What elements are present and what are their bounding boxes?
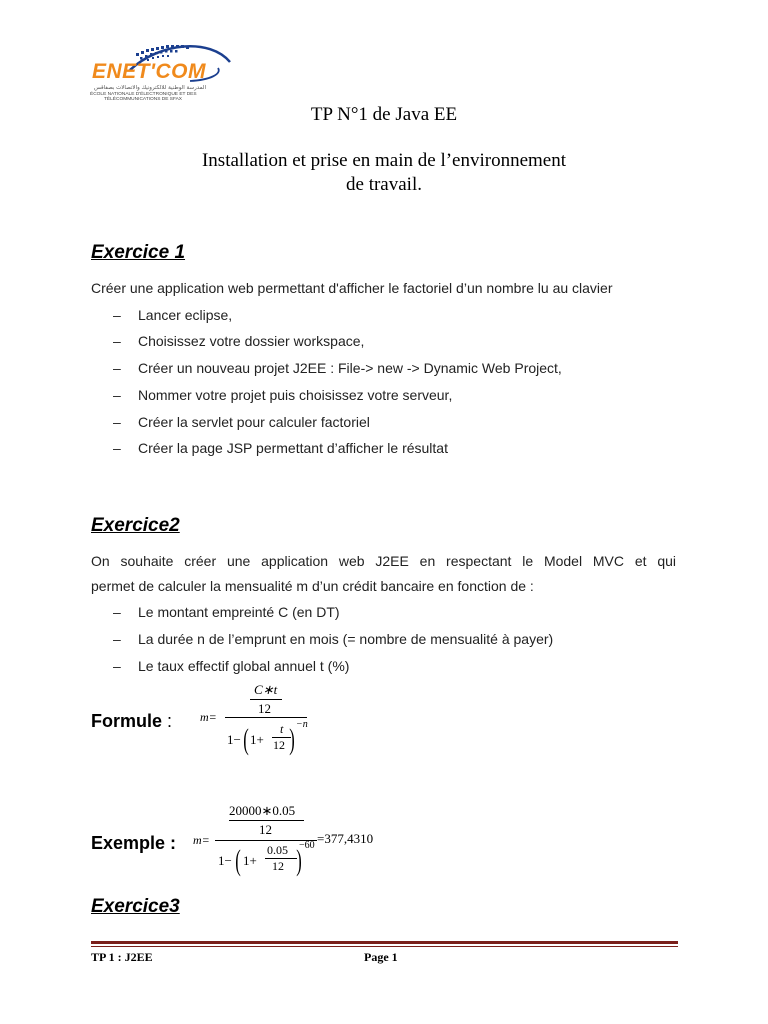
exemple-right-paren: )	[296, 844, 302, 877]
list-item	[113, 658, 349, 674]
exemple-label: Exemple :	[91, 833, 177, 853]
formule-exponent: −n	[296, 719, 308, 730]
formule-right-paren: )	[289, 723, 295, 756]
formule-label-text: Formule	[91, 711, 163, 731]
list-dash: –	[113, 658, 121, 674]
exemple-equation	[193, 803, 403, 883]
exemple-den-t: 0.05	[267, 843, 288, 857]
enetcom-logo	[90, 40, 235, 105]
exercice2-intro-line-1: On souhaite créer une application web J2EE en respectant le Model MVC et qui	[91, 553, 676, 569]
formule-label	[91, 711, 172, 732]
exemple-lhs: m=	[193, 833, 210, 847]
exercice1-intro: Créer une application web permettant d'afficher le factoriel d’un nombre lu au clavier	[91, 280, 613, 296]
logo-subtitle-2: TÉLÉCOMMUNICATIONS DE SFAX	[104, 97, 183, 102]
exemple-num-top: 20000∗0.05	[229, 803, 296, 818]
list-dash: –	[113, 631, 121, 647]
footer-rule-thick	[91, 941, 678, 944]
list-item	[113, 440, 448, 456]
list-dash: –	[113, 333, 121, 349]
exercice3-heading: Exercice3	[91, 896, 180, 917]
formule-num-top: C∗t	[254, 682, 278, 697]
exemple-result: =377,4310	[317, 831, 374, 846]
list-item	[113, 414, 370, 430]
footer-page-number: Page 1	[364, 950, 398, 964]
formule-equation	[200, 682, 320, 762]
doc-title: TP N°1 de Java EE	[310, 104, 458, 125]
exercice1-heading: Exercice 1	[91, 242, 186, 263]
list-item	[113, 604, 340, 620]
formule-main-fraction-bar	[225, 717, 307, 718]
list-item-text: Créer la servlet pour calculer factoriel	[138, 414, 370, 430]
formule-den-one: 1−	[227, 732, 241, 747]
doc-subtitle-line-2: de travail.	[346, 174, 422, 195]
formule-inner-fraction-bar	[250, 699, 282, 700]
exercice2-heading: Exercice2	[91, 515, 180, 536]
list-item-text: Créer un nouveau projet J2EE : File-> new -> Dynamic Web Project,	[138, 360, 562, 376]
list-dash: –	[113, 414, 121, 430]
formule-left-paren: (	[243, 723, 249, 756]
list-item	[113, 631, 553, 647]
footer-left-text: TP 1 : J2EE	[91, 950, 153, 964]
list-item	[113, 387, 452, 403]
list-item-text: Créer la page JSP permettant d’afficher le résultat	[138, 440, 448, 456]
logo-arabic-text: المدرسة الوطنية للالكترونيك والاتصالات بصفاقس	[93, 85, 206, 91]
exemple-den-one: 1−	[218, 853, 232, 868]
list-item	[113, 307, 232, 323]
list-dash: –	[113, 360, 121, 376]
exercice2-intro-line-2: permet de calculer la mensualité m d’un crédit bancaire en fonction de :	[91, 578, 534, 594]
doc-subtitle-line-1: Installation et prise en main de l’environnement	[201, 150, 567, 171]
exemple-den-inner-one: 1+	[243, 853, 257, 868]
formule-den-inner-one: 1+	[250, 732, 264, 747]
list-item-text: Nommer votre projet puis choisissez votre serveur,	[138, 387, 453, 403]
formule-colon: :	[167, 711, 173, 731]
formule-den-t: t	[280, 722, 284, 736]
list-dash: –	[113, 387, 121, 403]
formule-lhs: m=	[200, 710, 217, 724]
list-item-text: Lancer eclipse,	[138, 307, 233, 323]
exemple-exponent: −60	[299, 840, 315, 851]
logo-name: ENET'COM	[92, 60, 206, 83]
list-item	[113, 360, 562, 376]
list-dash: –	[113, 440, 121, 456]
logo-subtitle-1: ÉCOLE NATIONALE D'ÉLECTRONIQUE ET DES	[90, 92, 197, 97]
formule-num-bottom: 12	[258, 701, 271, 716]
list-item-text: La durée n de l’emprunt en mois (= nombre de mensualité à payer)	[138, 631, 554, 647]
list-item	[113, 333, 364, 349]
footer-rule-thin	[91, 946, 678, 947]
exemple-left-paren: (	[235, 844, 241, 877]
list-item-text: Le taux effectif global annuel t (%)	[138, 658, 350, 674]
exemple-inner-fraction-bar	[229, 820, 304, 821]
formule-den-12: 12	[273, 738, 285, 752]
list-item-text: Le montant empreinté C (en DT)	[138, 604, 340, 620]
exemple-den-12: 12	[272, 859, 284, 873]
exemple-num-bottom: 12	[259, 822, 272, 837]
list-item-text: Choisissez votre dossier workspace,	[138, 333, 365, 349]
list-dash: –	[113, 604, 121, 620]
list-dash: –	[113, 307, 121, 323]
